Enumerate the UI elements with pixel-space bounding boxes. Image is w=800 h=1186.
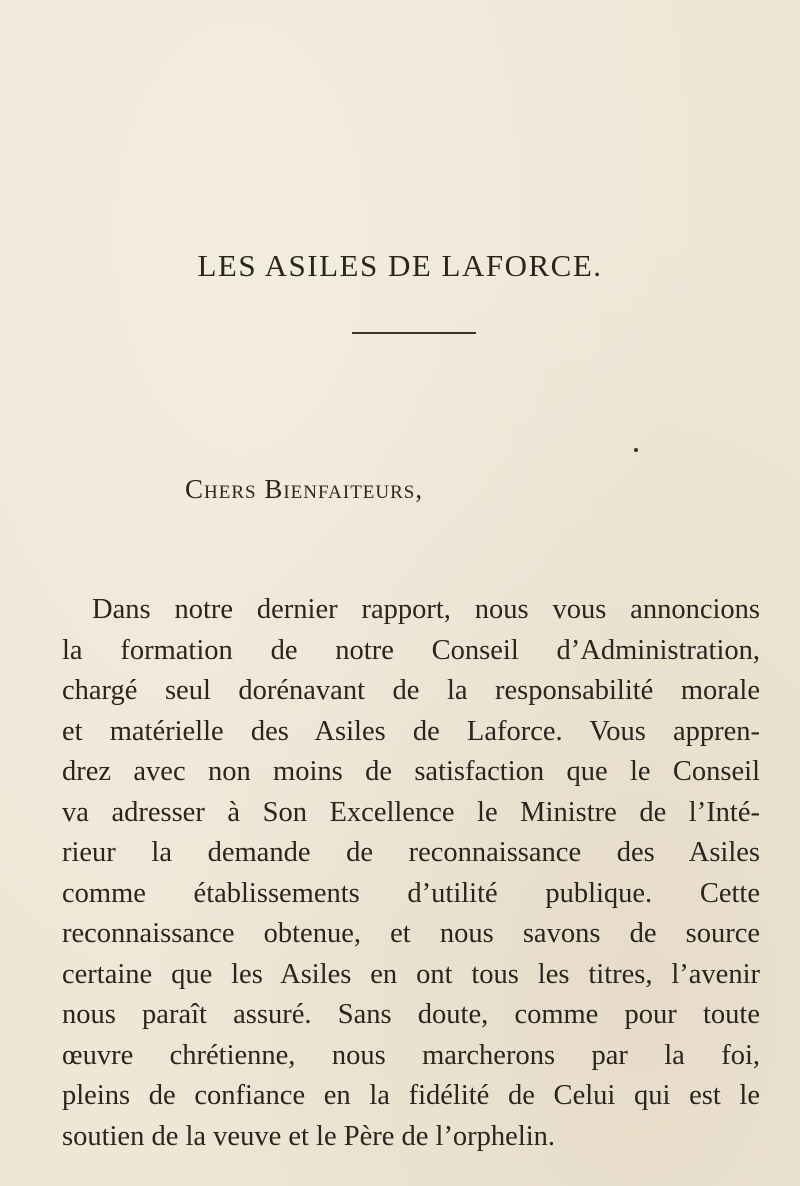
- body-line: Dans notre dernier rapport, nous vous annoncions: [92, 594, 760, 625]
- body-line: soutien de la veuve et le Père de l’orphelin.: [62, 1120, 556, 1152]
- body-line: va adresser à Son Excellence le Ministre de l’Inté-: [62, 796, 760, 828]
- body-line: reconnaissance obtenue, et nous savons de source: [62, 918, 760, 949]
- body-line: certaine que les Asiles en ont tous les titres, l’avenir: [62, 958, 760, 990]
- body-line: et matérielle des Asiles de Laforce. Vous appren-: [62, 715, 760, 747]
- title-divider: [352, 332, 476, 334]
- body-line: chargé seul dorénavant de la responsabilité morale: [62, 675, 760, 706]
- body-paragraph: [62, 590, 760, 1157]
- body-line: comme établissements d’utilité publique. Cette: [62, 877, 760, 909]
- body-line: la formation de notre Conseil d’Administration,: [62, 634, 760, 666]
- page-title: LES ASILES DE LAFORCE.: [197, 248, 603, 283]
- body-line: œuvre chrétienne, nous marcherons par la foi,: [62, 1039, 760, 1071]
- body-line: pleins de confiance en la fidélité de Celui qui est le: [62, 1080, 760, 1111]
- body-line: nous paraît assuré. Sans doute, comme pour toute: [62, 999, 760, 1030]
- body-line: rieur la demande de reconnaissance des Asiles: [62, 837, 760, 868]
- body-line: drez avec non moins de satisfaction que le Conseil: [62, 756, 760, 787]
- salutation: Chers Bienfaiteurs,: [185, 474, 424, 504]
- ink-speck: [634, 448, 638, 452]
